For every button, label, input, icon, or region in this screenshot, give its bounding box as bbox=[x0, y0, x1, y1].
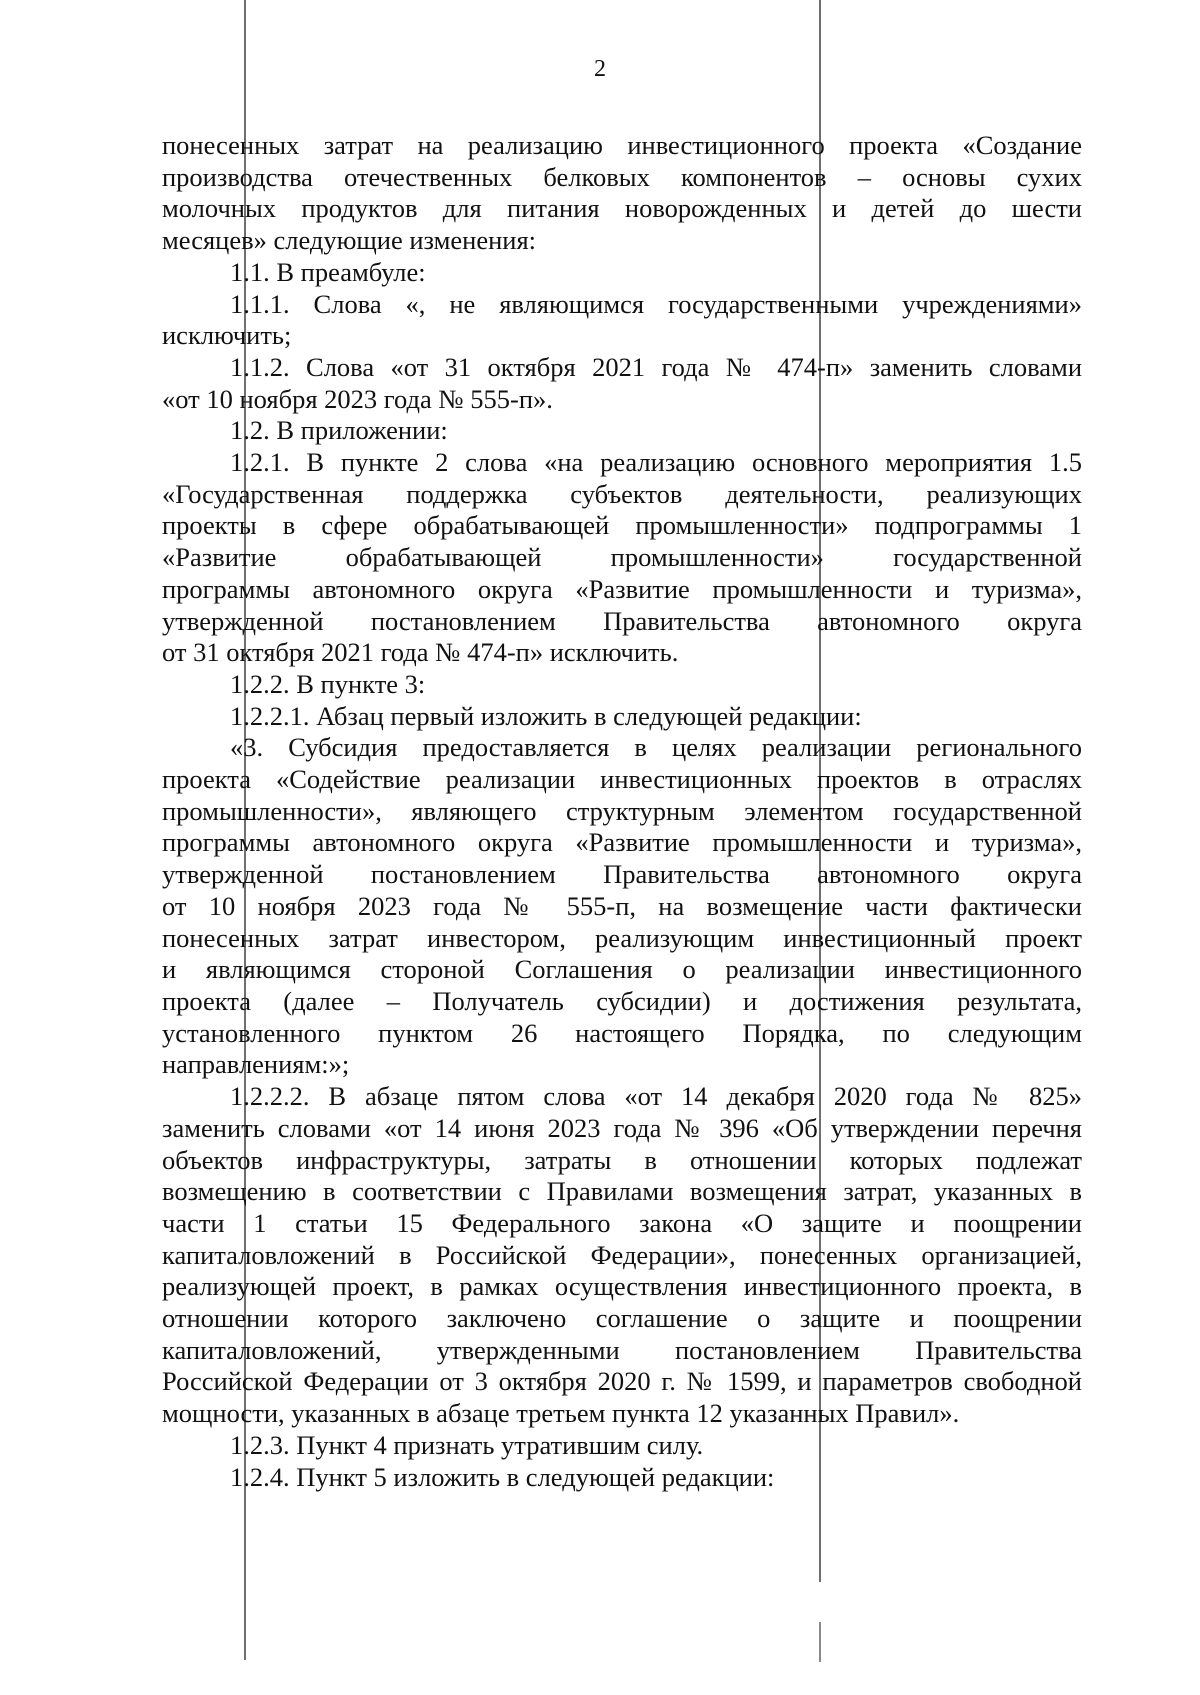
text-line: возмещению в соответствии с Правилами возмещения затрат, указанных в bbox=[162, 1176, 1082, 1207]
text-line: исключить; bbox=[162, 320, 292, 351]
text-line: проекта (далее – Получатель субсидии) и достижения результата, bbox=[162, 985, 1082, 1016]
text-line: программы автономного округа «Развитие промышленности и туризма», bbox=[162, 827, 1082, 858]
text-line: направлениям:»; bbox=[162, 1049, 350, 1080]
text-line: месяцев» следующие изменения: bbox=[162, 225, 537, 256]
text-line: отношении которого заключено соглашение о защите и поощрении bbox=[162, 1303, 1082, 1334]
text-line: 1.2.2.1. Абзац первый изложить в следующей редакции: bbox=[230, 700, 862, 731]
text-line: части 1 статьи 15 Федерального закона «О защите и поощрении bbox=[162, 1207, 1082, 1238]
scan-artifact-tick bbox=[819, 1622, 821, 1662]
text-line: промышленности», являющего структурным элементом государственной bbox=[162, 795, 1082, 826]
text-line: «от 10 ноября 2023 года № 555-п». bbox=[162, 383, 553, 414]
text-line: 1.2.2. В пункте 3: bbox=[230, 668, 426, 699]
text-line: «Развитие обрабатывающей промышленности» государственной bbox=[162, 542, 1082, 573]
text-line: 1.2.4. Пункт 5 изложить в следующей редакции: bbox=[230, 1461, 775, 1492]
text-line: установленного пунктом 26 настоящего Порядка, по следующим bbox=[162, 1017, 1082, 1048]
text-line: проекты в сфере обрабатывающей промышленности» подпрограммы 1 bbox=[162, 510, 1082, 541]
text-line: 1.1. В преамбуле: bbox=[230, 256, 426, 287]
text-line: проекта «Содействие реализации инвестиционных проектов в отраслях bbox=[162, 764, 1082, 795]
page-number: 2 bbox=[594, 56, 606, 82]
text-line: реализующей проект, в рамках осуществления инвестиционного проекта, в bbox=[162, 1271, 1082, 1302]
text-line: «Государственная поддержка субъектов деятельности, реализующих bbox=[162, 478, 1082, 509]
text-line: капиталовложений в Российской Федерации», понесенных организацией, bbox=[162, 1239, 1082, 1270]
text-line: мощности, указанных в абзаце третьем пункта 12 указанных Правил». bbox=[162, 1398, 960, 1429]
text-line: понесенных затрат на реализацию инвестиционного проекта «Создание bbox=[162, 130, 1082, 160]
text-line: 1.1.2. Слова «от 31 октября 2021 года № 474-п» заменить словами bbox=[230, 351, 1082, 382]
text-line: 1.2.3. Пункт 4 признать утратившим силу. bbox=[230, 1429, 704, 1460]
text-line: программы автономного округа «Развитие промышленности и туризма», bbox=[162, 573, 1082, 604]
text-line: капиталовложений, утвержденными постановлением Правительства bbox=[162, 1334, 1082, 1365]
text-line: от 31 октября 2021 года № 474-п» исключить. bbox=[162, 637, 679, 668]
text-line: молочных продуктов для питания новорожденных и детей до шести bbox=[162, 193, 1082, 224]
text-line: заменить словами «от 14 июня 2023 года № 396 «Об утверждении перечня bbox=[162, 1112, 1082, 1143]
text-line: «3. Субсидия предоставляется в целях реализации регионального bbox=[230, 732, 1082, 763]
text-line: утвержденной постановлением Правительства автономного округа bbox=[162, 859, 1082, 890]
text-line: и являющимся стороной Соглашения о реализации инвестиционного bbox=[162, 954, 1082, 985]
text-line: 1.2. В приложении: bbox=[230, 415, 448, 446]
text-line: производства отечественных белковых компонентов – основы сухих bbox=[162, 161, 1082, 192]
text-line: 1.2.2.2. В абзаце пятом слова «от 14 декабря 2020 года № 825» bbox=[230, 1081, 1082, 1112]
text-line: понесенных затрат инвестором, реализующим инвестиционный проект bbox=[162, 922, 1082, 953]
text-line: утвержденной постановлением Правительства автономного округа bbox=[162, 605, 1082, 636]
text-line: от 10 ноября 2023 года № 555-п, на возмещение части фактически bbox=[162, 890, 1082, 921]
text-line: 1.2.1. В пункте 2 слова «на реализацию основного мероприятия 1.5 bbox=[230, 447, 1082, 478]
text-line: объектов инфраструктуры, затраты в отношении которых подлежат bbox=[162, 1144, 1082, 1175]
text-line: Российской Федерации от 3 октября 2020 г. № 1599, и параметров свободной bbox=[162, 1366, 1082, 1397]
text-line: 1.1.1. Слова «, не являющимся государственными учреждениями» bbox=[230, 288, 1082, 319]
document-body bbox=[162, 130, 1082, 1493]
